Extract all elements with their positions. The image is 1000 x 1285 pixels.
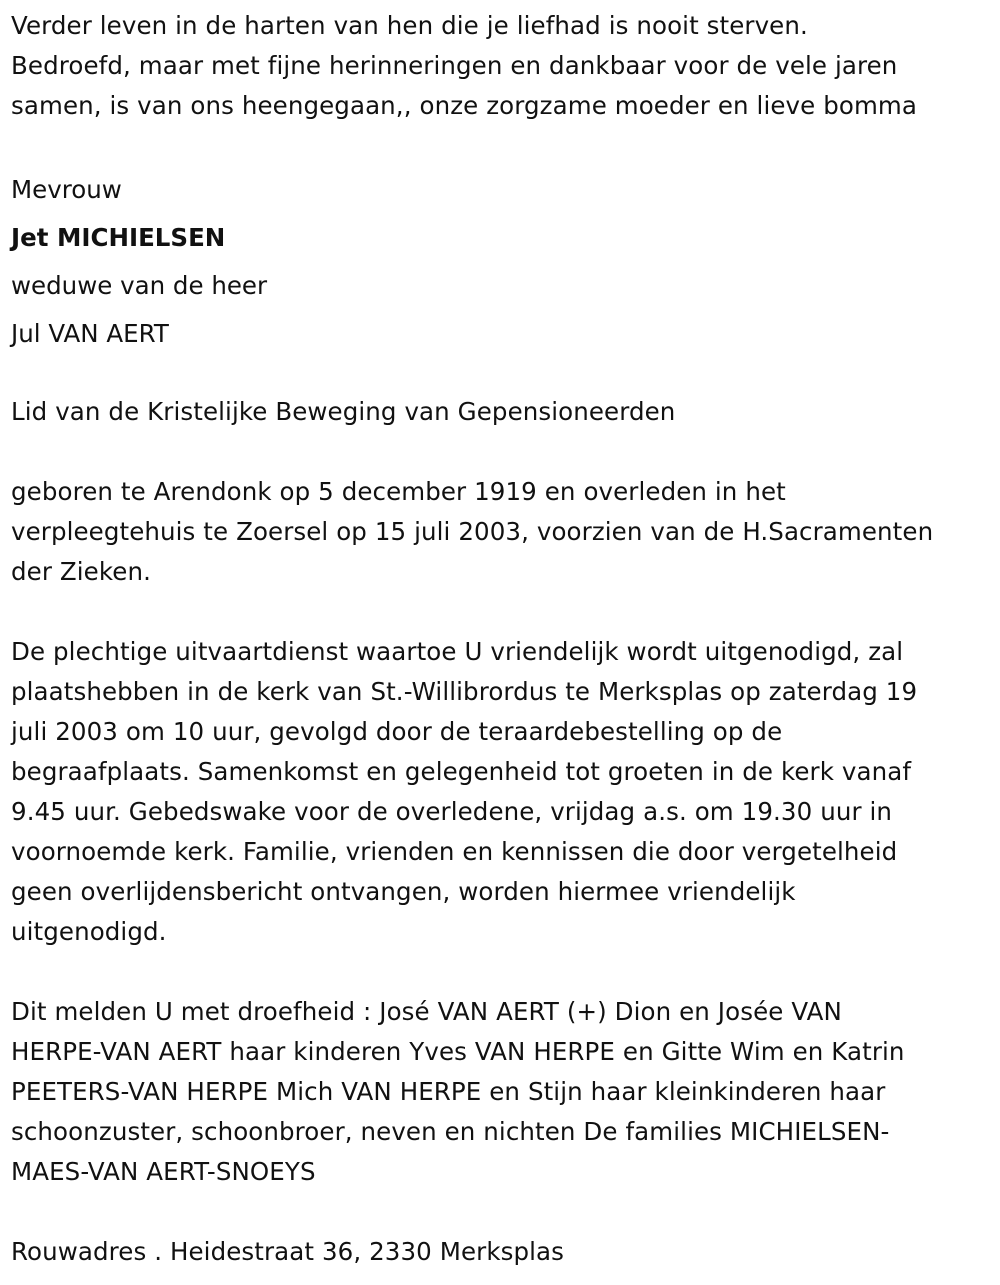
opening-paragraph: Verder leven in de harten van hen die je liefhad is nooit sterven. Bedroefd, maar met fijne herinneringen en dankbaar voor de vele jaren samen, is van ons heengegaan,, onze zorgzame moeder en lieve bomma [11,11,917,120]
spacer [11,126,996,166]
obituary-notice [11,6,996,1272]
spacer [11,432,996,472]
family-paragraph: Dit melden U met droefheid : José VAN AERT (+) Dion en Josée VAN HERPE-VAN AERT haar kinderen Yves VAN HERPE en Gitte Wim en Katrin PEETERS-VAN HERPE Mich VAN HERPE en Stijn haar kleinkinderen haar schoonzuster, schoonbroer, neven en nichten De families MICHIELSEN- MAES-VAN AERT-SNOEYS [11,997,905,1186]
honorific: Mevrouw [11,175,122,204]
spacer [11,1192,996,1232]
widow-of-line: weduwe van de heer [11,271,268,300]
birth-death-paragraph: geboren te Arendonk op 5 december 1919 en overleden in het verpleegtehuis te Zoersel op 15 juli 2003, voorzien van de H.Sacramenten der Zieken. [11,477,934,586]
membership-line: Lid van de Kristelijke Beweging van Gepensioneerden [11,397,676,426]
spouse-name: Jul VAN AERT [11,319,169,348]
funeral-paragraph: De plechtige uitvaartdienst waartoe U vriendelijk wordt uitgenodigd, zal plaatshebben in de kerk van St.-Willibrordus te Merksplas op zaterdag 19 juli 2003 om 10 uur, gevolgd door de teraardebestelling op de begraafplaats. Samenkomst en gelegenheid tot groeten in de kerk vanaf 9.45 uur. Gebedswake voor de overledene, vrijdag a.s. om 19.30 uur in voornoemde kerk. Familie, vrienden en kennissen die door vergetelheid geen overlijdensbericht ontvangen, worden hiermee vriendelijk uitgenodigd. [11,637,918,946]
spacer [11,952,996,992]
mourning-address: Rouwadres . Heidestraat 36, 2330 Merksplas [11,1237,565,1266]
deceased-name: Jet MICHIELSEN [11,223,226,252]
spacer [11,592,996,632]
spacer [11,358,996,392]
